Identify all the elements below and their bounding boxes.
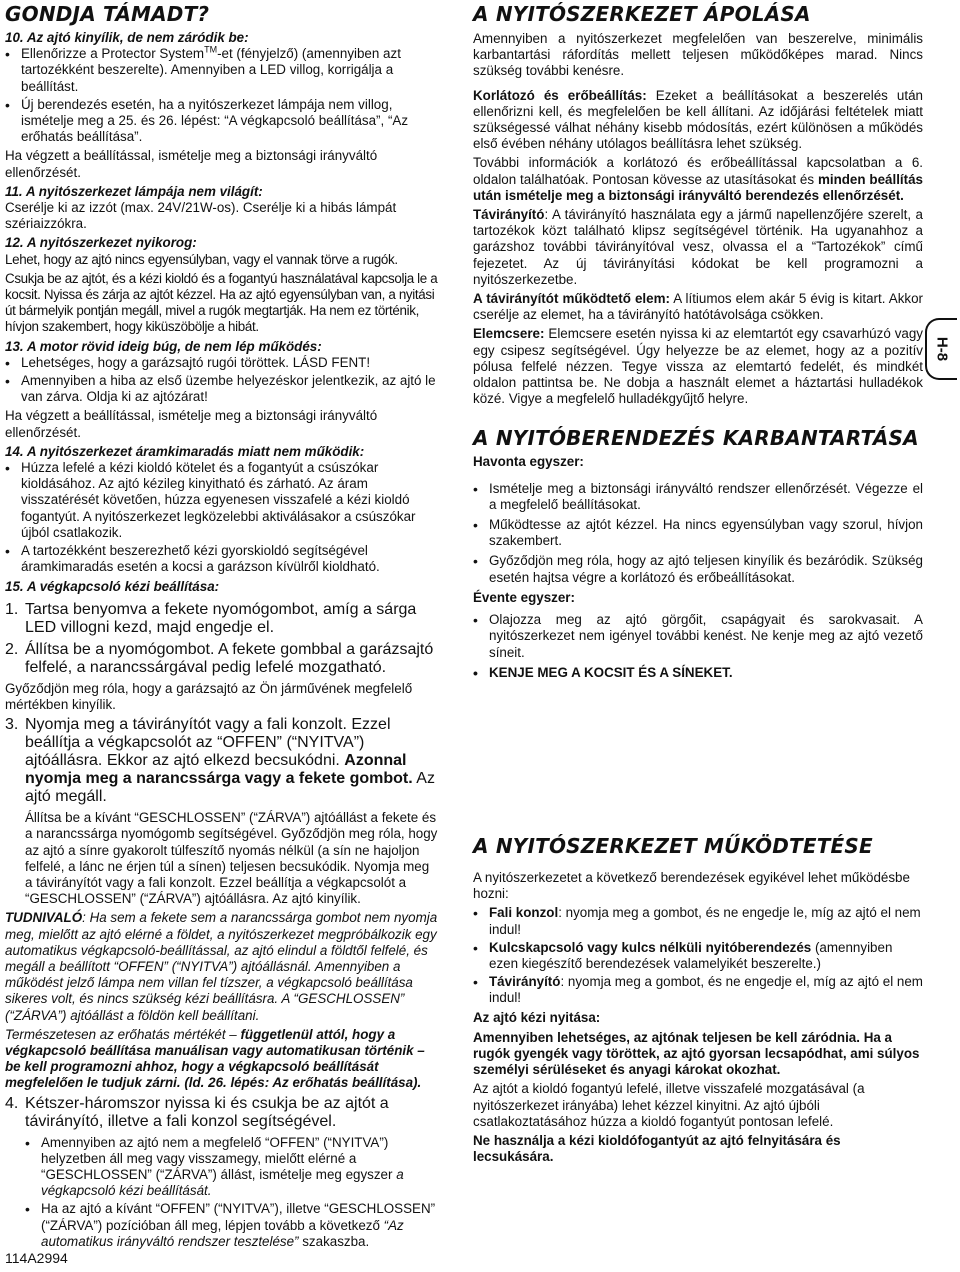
paragraph: A távirányítót működtető elem: A lítiumos elem akár 5 évig is kitart. Akkor cserélje az elemet, ha a távirányító hatótávolsága csökken. bbox=[473, 291, 923, 323]
section-title-maintenance: A NYITÓBERENDEZÉS KARBANTARTÁSA bbox=[473, 426, 919, 451]
warning-paragraph: Amennyiben lehetséges, az ajtónak teljesen be kell záródnia. Ha a rugók gyengék vagy töröttek, az ajtó gyorsan lecsapódhat, ami súlyos személyi sérüléseket és anyagi károkat okozhat. bbox=[473, 1029, 920, 1078]
paragraph: Távirányító: A távirányító használata egy a jármű napellenzőjére szerelt, a tartozékok közt található klipsz segítségével történik. Ha ugyanahhoz a garázshoz további távirányítóval vesz, olvassa el a “Tartozékok” című fejezetet. Az új távirányítási kódokat be kell programozni a nyitószerkezetbe. bbox=[473, 207, 923, 287]
list-item: • Lehetséges, hogy a garázsajtó rugói töröttek. LÁSD FENT! bbox=[5, 355, 438, 371]
list-item: • Ha az ajtó a kívánt “OFFEN” (“NYITVA”), illetve “GESCHLOSSEN” (“ZÁRVA”) pozícióban áll meg, lépjen tovább a következő “Az automatikus irányváltó rendszer tesztelése” szakaszba. bbox=[25, 1201, 438, 1250]
list-item: • Győződjön meg róla, hogy az ajtó teljesen kinyílik és bezáródik. Szükség esetén hajtsa végre a korlátozó és erőbeállításokat. bbox=[473, 553, 923, 585]
right-column bbox=[473, 0, 923, 1168]
list-monthly bbox=[473, 481, 923, 586]
heading-13: 13. A motor rövid ideig búg, de nem lép működés: bbox=[5, 338, 322, 354]
numbered-step: 3. Nyomja meg a távirányítót vagy a fali konzolt. Ezzel beállítja a végkapcsolót az “OFFEN” (“NYITVA”) ajtóállásra. Ekkor az ajtó elkezd becsukódni. Azonnal nyomja meg a narancssárga vagy a fekete gombot. Az ajtó megáll. bbox=[5, 716, 435, 806]
list-item: • Ellenőrizze a Protector System™-et (fényjelző) (amennyiben azt tartozékként beszerelte). Amennyiben a LED villog, korrigálja a beállítást. bbox=[5, 46, 438, 95]
list-item: • A tartozékként beszerezhető kézi gyorskioldó segítségével áramkimaradás esetén a kocsi a garázson kívülről kioldható. bbox=[5, 543, 438, 575]
heading-11: 11. A nyitószerkezet lámpája nem világít: bbox=[5, 183, 263, 199]
note-paragraph: TUDNIVALÓ: Ha sem a fekete sem a narancssárga gombot nem nyomja meg, mielőtt az ajtó elérné a földet, a nyitószerkezet megpróbálkozik egy automatikus végkapcsoló-beállítással, az ajtó elindul a földtől felfelé, és megáll a beállított “OFFEN” (“NYITVA”) ajtóállásnál. Amennyiben a működést jelző lámpa nem villan fel tízszer, a végkapcsoló beállítása sikeres volt, és nincs szükség kézi beállításra. A “GESCHLOSSEN” (“ZÁRVA”) ajtóállást a földön kell beállítani. bbox=[5, 910, 438, 1023]
numbered-step: 1. Tartsa benyomva a fekete nyomógombot, amíg a sárga LED villogni kezd, majd engedje el. bbox=[5, 600, 417, 636]
left-column bbox=[5, 0, 438, 1253]
paragraph: Lehet, hogy az ajtó nincs egyensúlyban, vagy el vannak törve a rugók. bbox=[5, 251, 398, 267]
list-item: • Távirányító: nyomja meg a gombot, és ne engedje el, míg az ajtó el nem indul! bbox=[473, 974, 923, 1006]
list-14 bbox=[5, 460, 438, 575]
paragraph: További információk a korlátozó és erőbeállítással kapcsolatban a 6. oldalon találhatóak. Pontosan kövesse az utasításokat és minden beállítás után ismételje meg a biztonsági irányváltó berendezés ellenőrzését. bbox=[473, 155, 924, 203]
paragraph: Amennyiben a nyitószerkezet megfelelően van beszerelve, minimális karbantartási ráfordítás mellett teljesen működőképes marad. Nincs szükség további kenésre. bbox=[473, 31, 923, 79]
heading-14: 14. A nyitószerkezet áramkimaradás miatt nem működik: bbox=[5, 443, 365, 459]
list-10 bbox=[5, 46, 438, 145]
heading-yearly: Évente egyszer: bbox=[473, 589, 575, 605]
section-title-operation: A NYITÓSZERKEZET MŰKÖDTETÉSE bbox=[473, 833, 873, 858]
paragraph: Az ajtót a kioldó fogantyú lefelé, illetve visszafelé mozgatásával (a nyitószerkezet irányába) lehet kézzel kinyitni. Az ajtó újbóli csatlakoztatásához húzza a kioldó fogantyút pontosan lefelé. bbox=[473, 1081, 865, 1129]
paragraph: Ne használja a kézi kioldófogantyút az ajtó felnyitására és lecsukására. bbox=[473, 1132, 841, 1165]
list-yearly bbox=[473, 612, 923, 681]
list-item: • Új berendezés esetén, ha a nyitószerkezet lámpája nem villog, ismételje meg a 25. és 26. lépést: “A végkapcsoló beállítása”, “Az erőhatás beállítása”. bbox=[5, 97, 438, 146]
heading-10: 10. Az ajtó kinyílik, de nem záródik be: bbox=[5, 30, 249, 45]
heading-15: 15. A végkapcsoló kézi beállítása: bbox=[5, 578, 220, 594]
paragraph: A nyitószerkezetet a következő berendezések egyikével lehet működésbe hozni: bbox=[473, 869, 910, 902]
list-operation bbox=[473, 905, 923, 1006]
list-item: • Működtesse az ajtót kézzel. Ha nincs egyensúlyban vagy szorul, hívjon szakembert. bbox=[473, 517, 923, 549]
list-item: • Fali konzol: nyomja meg a gombot, és ne engedje le, míg az ajtó el nem indul! bbox=[473, 905, 923, 937]
list-item: • Amennyiben az ajtó nem a megfelelő “OFFEN” (“NYITVA”) helyzetben áll meg vagy visszamegy, mielőtt elérné a “GESCHLOSSEN” (“ZÁRVA”) állást, ismételje meg egyszer a végkapcsoló kézi beállítását. bbox=[25, 1135, 438, 1200]
paragraph: Ha végzett a beállítással, ismételje meg a biztonsági irányváltó ellenőrzését. bbox=[5, 148, 378, 180]
heading-12: 12. A nyitószerkezet nyikorog: bbox=[5, 235, 197, 251]
paragraph: Korlátozó és erőbeállítás: Ezeket a beállításokat a beszerelés után ellenőrizni kell, és megfelelően be kell állítani. Az időjárási feltételek miatt szükségessé válhat néhány kisebb módosítás, ezért különösen a működés első évében néhány utólagos beállításra lehet szükség. bbox=[473, 87, 923, 152]
list-item: • Olajozza meg az ajtó görgőit, csapágyait és sarokvasait. A nyitószerkezet nem igényel további kenést. Ne kenje meg az ajtó vezető síneit. bbox=[473, 612, 923, 661]
paragraph: Ha végzett a beállítással, ismételje meg a biztonsági irányváltó ellenőrzését. bbox=[5, 408, 378, 440]
numbered-step: 4. Kétszer-háromszor nyissa ki és csukja be az ajtót a távirányító, illetve a fali konzol segítségével. bbox=[5, 1094, 389, 1130]
note-paragraph: Természetesen az erőhatás mértékét – függetlenül attól, hogy a végkapcsoló beállítása manuálisan vagy automatikusan történik – be kell programozni ahhoz, hogy a végkapcsoló beállítását megfelelően le tudjuk zárni. (ld. 26. lépés: Az erőhatás beállítása). bbox=[5, 1026, 425, 1091]
numbered-step: 2. Állítsa be a nyomógombot. A fekete gombbal a garázsajtó felfelé, a narancssárgával pedig lefelé mozgatható. bbox=[5, 640, 434, 676]
list-step-4 bbox=[5, 1135, 438, 1250]
heading-manual-open: Az ajtó kézi nyitása: bbox=[473, 1009, 601, 1025]
paragraph: Cserélje ki az izzót (max. 24V/21W-os). Cserélje ki a hibás lámpát szériaizzókra. bbox=[5, 200, 397, 232]
heading-monthly: Havonta egyszer: bbox=[473, 454, 584, 470]
list-item: • KENJE MEG A KOCSIT ÉS A SÍNEKET. bbox=[473, 665, 923, 681]
section-title-care: A NYITÓSZERKEZET ÁPOLÁSA bbox=[473, 2, 811, 26]
paragraph: Győződjön meg róla, hogy a garázsajtó az Ön járművének megfelelő mértékben kinyílik. bbox=[5, 680, 413, 712]
section-title-troubleshooting: GONDJA TÁMADT? bbox=[5, 2, 210, 26]
paragraph: Elemcsere: Elemcsere esetén nyissa ki az elemtartót egy csavarhúzó vagy egy csipesz segítségével. Úgy helyezze be az elemet, hogy az a pozitív pólusa felfelé nézzen. Tegye vissza az elemtartó fedelét, és mindkét oldalon pattintsa be. Ne dobja a használt elemet a háztartási hulladékok közé. Vigye a megfelelő hulladékgyűjtő helyre. bbox=[473, 326, 923, 407]
page-tab-label: H-8 bbox=[933, 336, 951, 362]
paragraph: Csukja be az ajtót, és a kézi kioldó és a fogantyú használatával kapcsolja le a kocsit. Nyissa és zárja az ajtót kézzel. Ha az ajtó egyensúlyban van, a nyitási út bármelyik pontján megáll, mivel a rugók megtartják. Ha nem ez történik, hívjon szakembert, hogy kiküszöbölje a hibát. bbox=[5, 270, 438, 335]
list-item: • Ismételje meg a biztonsági irányváltó rendszer ellenőrzését. Végezze el a megfelelő beállításokat. bbox=[473, 481, 923, 513]
paragraph: Állítsa be a kívánt “GESCHLOSSEN” (“ZÁRVA”) ajtóállást a fekete és a narancssárga nyomógomb segítségével. Győződjön meg róla, hogy az ajtó a sínre gyakorolt túlfeszítő nyomás nélkül (a sín ne hajoljon felfelé, a lánc ne érjen túl a sínen) teljesen becsukódik. Nyomja meg a távirányítót vagy a fali konzolt. Ezzel beállítja a végkapcsolót a “GESCHLOSSEN” (“ZÁRVA”) ajtóállásra. Az ajtó kinyílik. bbox=[25, 810, 438, 907]
document-code: 114A2994 bbox=[5, 1250, 68, 1266]
list-item: • Amennyiben a hiba az első üzembe helyezéskor jelentkezik, az ajtó le van zárva. Oldja ki az ajtózárat! bbox=[5, 373, 438, 405]
page-tab bbox=[925, 318, 957, 380]
list-item: • Húzza lefelé a kézi kioldó kötelet és a fogantyút a csúszókar kioldásához. Az ajtó kézileg kinyitható és zárható. Az áram visszatérését követően, húzza egyenesen visszafelé a kézi kioldó fogantyút. A nyitószerkezet legközelebbi aktiválásakor a csúszókar újból csatlakozik. bbox=[5, 460, 438, 541]
list-13 bbox=[5, 355, 438, 406]
list-item: • Kulcskapcsoló vagy kulcs nélküli nyitóberendezés (amennyiben ezen kiegészítő berendezések valamelyikét beszerelte.) bbox=[473, 940, 923, 972]
